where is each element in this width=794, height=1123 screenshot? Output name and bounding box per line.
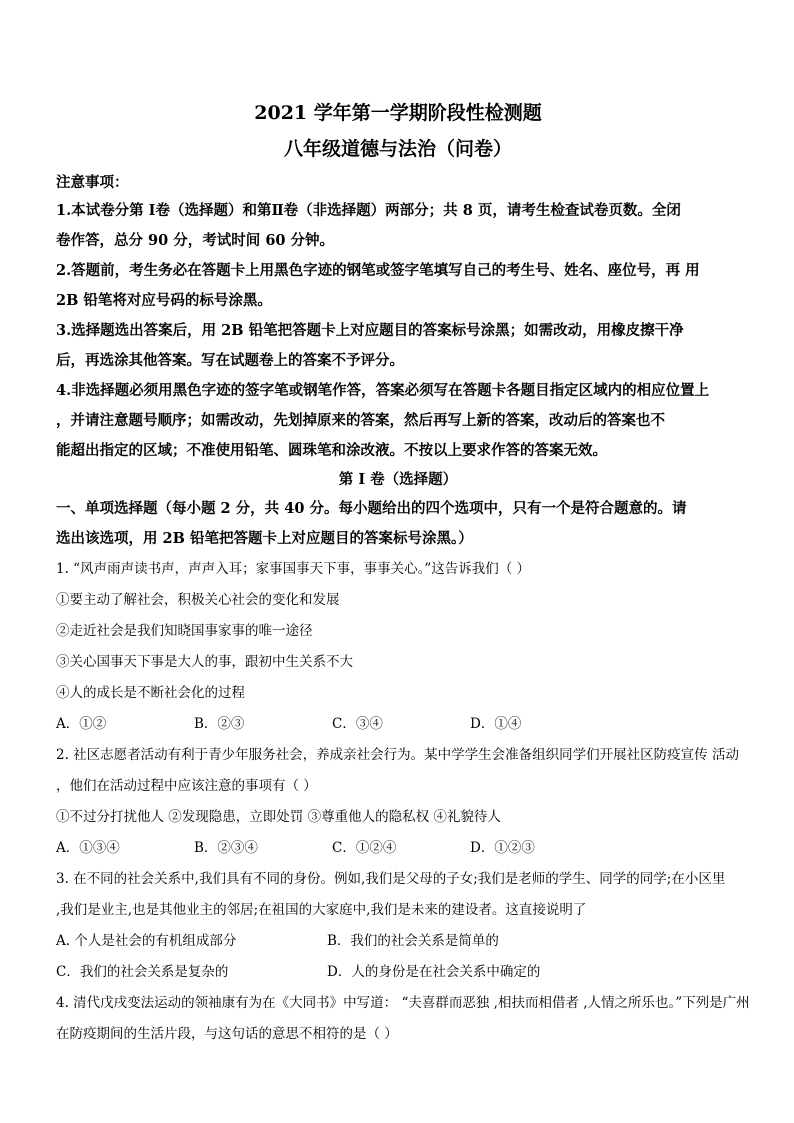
question-stem: 4. 清代戊戌变法运动的领袖康有为在《大同书》中写道： “夫喜群而恶独 ,相扶而相借者 ,人情之所乐也。”下列是广州: [56, 995, 750, 1011]
note-line: ，并请注意题号顺序；如需改动，先划掉原来的答案，然后再写上新的答案，改动后的答案也不: [56, 412, 665, 429]
option-b[interactable]: B．②③: [194, 716, 245, 732]
question-3: [56, 864, 740, 988]
note-line: 2.答题前，考生务必在答题卡上用黑色字迹的钢笔或签字笔填写自己的考生号、姓名、座位号，再 用: [56, 262, 700, 279]
question-stem: ,我们是业主,也是其他业主的邻居;在祖国的大家庭中,我们是未来的建设者。这直接说明了: [56, 902, 587, 918]
exam-title: 2021 学年第一学期阶段性检测题: [254, 102, 542, 124]
section-heading: 第 Ⅰ 卷（选择题）: [338, 471, 458, 488]
option-a[interactable]: A. 个人是社会的有机组成部分: [56, 933, 237, 949]
answer-options-row: [56, 926, 740, 957]
statement-item: ④人的成长是不断社会化的过程: [56, 685, 245, 701]
question-stem: ，他们在活动过程中应该注意的事项有（ ）: [56, 778, 317, 794]
note-line: 2B 铅笔将对应号码的标号涂黑。: [56, 292, 272, 309]
answer-options: [56, 709, 740, 740]
section-instruction: 一、单项选择题（每小题 2 分，共 40 分。每小题给出的四个选项中，只有一个是符合题意的。请: [56, 500, 687, 517]
notes-heading: 注意事项：: [56, 174, 129, 191]
question-stem: 在防疫期间的生活片段，与这句话的意思不相符的是（ ）: [56, 1026, 398, 1042]
question-stem: 2. 社区志愿者活动有利于青少年服务社会，养成亲社会行为。某中学学生会准备组织同学们开展社区防疫宣传 活动: [56, 747, 739, 763]
option-a[interactable]: A．①③④: [56, 840, 120, 856]
question-4: [56, 988, 750, 1050]
note-line: 后，再选涂其他答案。写在试题卷上的答案不予评分。: [56, 352, 404, 369]
option-c[interactable]: C．③④: [332, 716, 383, 732]
statement-items: ①不过分打扰他人 ②发现隐患，立即处罚 ③尊重他人的隐私权 ④礼貌待人: [56, 809, 501, 825]
option-b[interactable]: B．我们的社会关系是简单的: [327, 933, 499, 949]
statement-item: ①要主动了解社会，积极关心社会的变化和发展: [56, 592, 340, 608]
note-line: 卷作答，总分 90 分，考试时间 60 分钟。: [56, 232, 335, 249]
question-stem: 1. “风声雨声读书声，声声入耳；家事国事天下事，事事关心。”这告诉我们（ ）: [56, 561, 531, 577]
question-stem: 3. 在不同的社会关系中,我们具有不同的身份。例如,我们是父母的子女;我们是老师的学生、同学的同学;在小区里: [56, 871, 726, 887]
note-line: 4.非选择题必须用黑色字迹的签字笔或钢笔作答，答案必须写在答题卡各题目指定区域内的相应位置上: [56, 382, 710, 399]
answer-options: [56, 833, 740, 864]
note-line: 能超出指定的区域；不准使用铅笔、圆珠笔和涂改液。不按以上要求作答的答案无效。: [56, 442, 607, 459]
option-d[interactable]: D．人的身份是在社会关系中确定的: [327, 964, 541, 980]
option-c[interactable]: C．①②④: [332, 840, 397, 856]
question-2: [56, 740, 740, 864]
option-b[interactable]: B．②③④: [194, 840, 258, 856]
exam-subtitle: 八年级道德与法治（问卷）: [283, 138, 512, 160]
statement-item: ②走近社会是我们知晓国事家事的唯一途径: [56, 623, 313, 639]
option-c[interactable]: C．我们的社会关系是复杂的: [56, 964, 229, 980]
option-a[interactable]: A．①②: [56, 716, 107, 732]
statement-item: ③关心国事天下事是大人的事，跟初中生关系不大: [56, 654, 353, 670]
exam-page: [56, 90, 750, 1050]
option-d[interactable]: D．①④: [470, 716, 522, 732]
option-d[interactable]: D．①②③: [470, 840, 535, 856]
section-instruction: 选出该选项，用 2B 铅笔把答题卡上对应题目的答案标号涂黑。）: [56, 530, 473, 547]
notes-block: [56, 170, 740, 466]
question-1: [56, 554, 740, 740]
note-line: 3.选择题选出答案后，用 2B 铅笔把答题卡上对应题目的答案标号涂黑；如需改动，用橡皮擦干净: [56, 322, 684, 339]
answer-options-row: [56, 957, 740, 988]
note-line: 1.本试卷分第 Ⅰ卷（选择题）和第Ⅱ卷（非选择题）两部分；共 8 页，请考生检查试卷页数。全闭: [56, 202, 681, 219]
